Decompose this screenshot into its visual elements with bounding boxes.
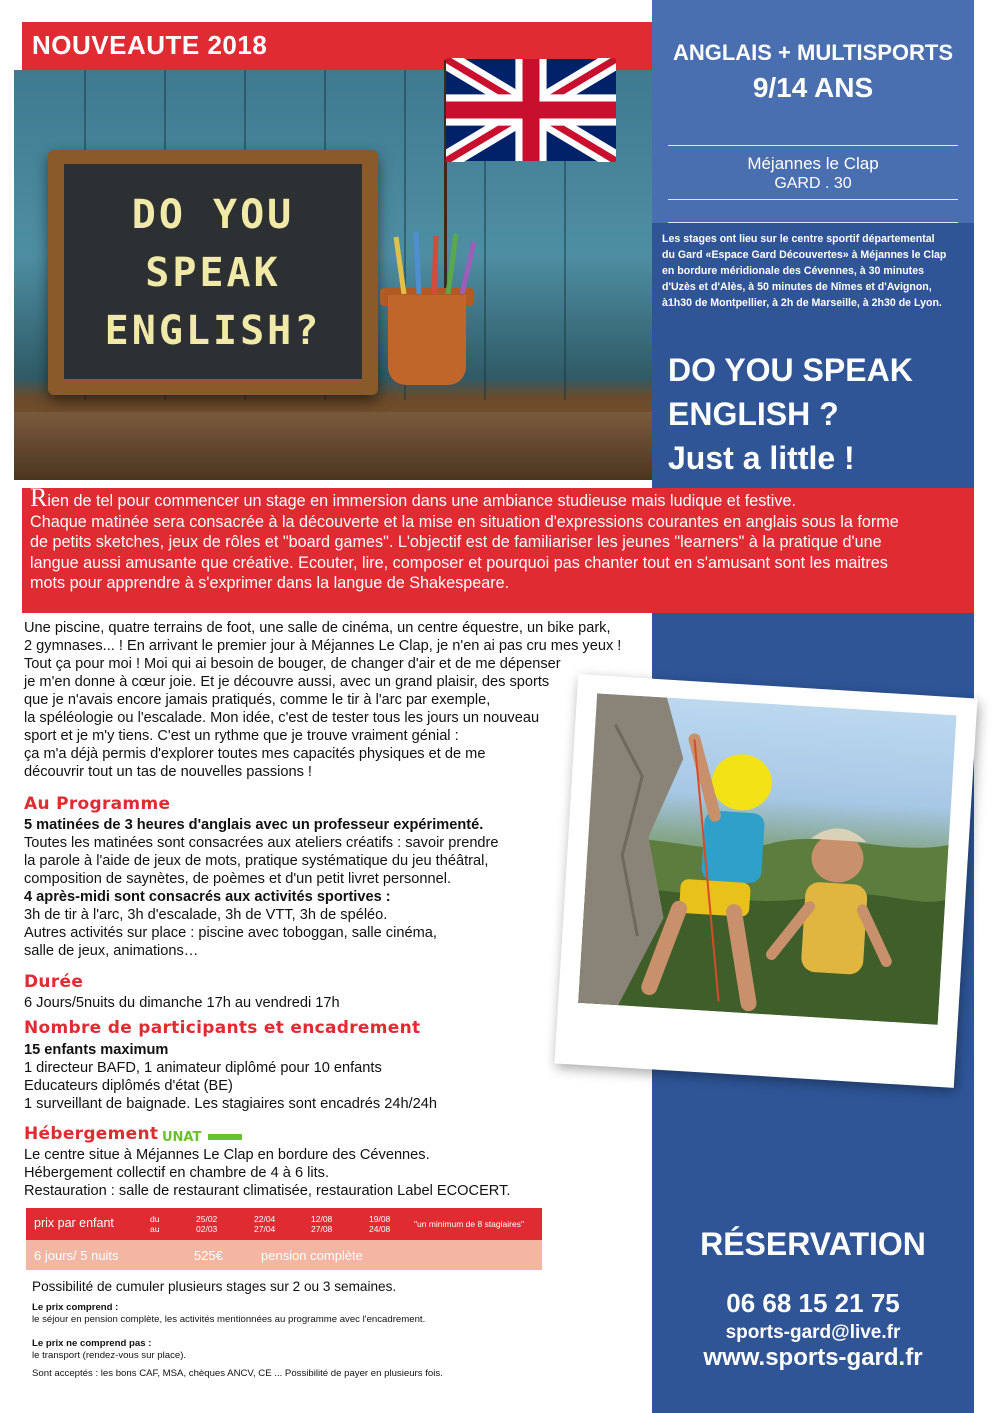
divider [668, 145, 958, 146]
stay-length: 6 jours/ 5 nuits [34, 1248, 119, 1263]
participants-heading: Nombre de participants et encadrement [24, 1018, 421, 1038]
unat-logo-bar [208, 1134, 242, 1140]
price-table-au: au [150, 1224, 160, 1234]
question-line: ENGLISH ? [668, 396, 839, 432]
programme-highlight: 5 matinées de 3 heures d'anglais avec un professeur expérimenté. [24, 817, 484, 833]
testimony-line: ça m'a déjà permis d'explorer toutes mes capacités physiques et de me [24, 746, 486, 762]
payment-note: Sont acceptés : les bons CAF, MSA, chèques ANCV, CE ... Possibilité de payer en plusieurs fois. [32, 1368, 443, 1379]
testimony-line: Tout ça pour moi ! Moi qui ai besoin de bouger, de changer d'air et de me dépenser [24, 656, 561, 672]
excludes-title: Le prix ne comprend pas : [32, 1338, 152, 1349]
price-table-label: prix par enfant [34, 1216, 114, 1230]
testimony-line: Une piscine, quatre terrains de foot, une salle de cinéma, un centre équestre, un bike park, [24, 620, 611, 636]
pencil-pot [388, 295, 466, 385]
stay-board: pension complète [261, 1248, 363, 1263]
stay-price: 525€ [194, 1248, 223, 1263]
programme-heading: Au Programme [24, 794, 171, 814]
location-town: Méjannes le Clap [747, 154, 879, 173]
testimony-line: sport et je m'y tiens. C'est un rythme que je trouve vraiment génial : [24, 728, 459, 744]
testimony-line: 2 gymnases... ! En arrivant le premier jour à Méjannes Le Clap, je n'en ai pas cru mes yeux ! [24, 638, 622, 654]
chalk-line: SPEAK [145, 250, 281, 296]
participants-line: 1 surveillant de baignade. Les stagiaires sont encadrés 24h/24h [24, 1096, 437, 1112]
chalk-line: ENGLISH? [104, 308, 322, 354]
hebergement-line: Restauration : salle de restaurant climatisée, restauration Label ECOCERT. [24, 1183, 511, 1199]
testimony-line: découvrir tout un tas de nouvelles passions ! [24, 764, 312, 780]
wooden-table [14, 412, 652, 480]
programme-line: Autres activités sur place : piscine avec toboggan, salle cinéma, [24, 925, 437, 941]
participants-line: 1 directeur BAFD, 1 animateur diplômé pour 10 enfants [24, 1060, 382, 1076]
description-line: du Gard «Espace Gard Découvertes» à Méjannes le Clap [662, 249, 947, 261]
duree-text: 6 Jours/5nuits du dimanche 17h au vendredi 17h [24, 995, 340, 1011]
unat-logo [162, 1128, 242, 1144]
description-line: en bordure méridionale des Cévennes, à 30 minutes [662, 265, 924, 277]
hebergement-line: Hébergement collectif en chambre de 4 à 6 lits. [24, 1165, 330, 1181]
hebergement-line: Le centre situe à Méjannes Le Clap en bordure des Cévennes. [24, 1147, 430, 1163]
chalk-line: DO YOU [131, 192, 295, 238]
price-table-row [26, 1240, 542, 1270]
minimum-note: "un minimum de 8 stagiaires" [414, 1219, 524, 1229]
includes-text: le séjour en pension complète, les activités mentionnées au programme avec l'encadrement. [32, 1314, 426, 1325]
reservation-phone[interactable]: 06 68 15 21 75 [726, 1288, 900, 1318]
participants-max: 15 enfants maximum [24, 1042, 169, 1058]
description-line: Les stages ont lieu sur le centre sportif départemental [662, 233, 935, 245]
divider [668, 199, 958, 200]
location-department: GARD . 30 [774, 175, 852, 192]
reservation-email[interactable]: sports-gard@live.fr [725, 1322, 901, 1343]
date-from: 25/02 [196, 1214, 218, 1224]
reservation-title: RÉSERVATION [700, 1226, 926, 1262]
question-line: DO YOU SPEAK [668, 352, 913, 388]
duree-heading: Durée [24, 972, 84, 992]
intro-line: langue aussi amusante que créative. Ecouter, lire, composer et pourquoi pas chanter tout en s'amusant sont les maitres [30, 553, 888, 572]
date-to: 27/08 [311, 1224, 333, 1234]
price-table-du: du [150, 1214, 160, 1224]
intro-paragraph [30, 483, 960, 594]
uk-flag-icon [446, 58, 616, 162]
intro-line: mots pour apprendre à s'exprimer dans la langue de Shakespeare. [30, 574, 510, 592]
climbing-photo [554, 674, 977, 1088]
program-title: ANGLAIS + MULTISPORTS [672, 40, 954, 65]
programme-line: 3h de tir à l'arc, 3h d'escalade, 3h de VTT, 3h de spéléo. [24, 907, 388, 923]
date-to: 27/04 [254, 1224, 276, 1234]
dropcap: R [30, 483, 48, 512]
divider [668, 222, 958, 223]
chalkboard [48, 150, 378, 395]
date-to: 02/03 [196, 1224, 218, 1234]
date-from: 12/08 [311, 1214, 333, 1224]
age-range: 9/14 ANS [752, 72, 874, 103]
testimony-line: que je n'avais encore jamais pratiqués, comme le tir à l'arc par exemple, [24, 692, 491, 708]
banner-label: NOUVEAUTE 2018 [32, 30, 268, 60]
programme-line: salle de jeux, animations… [24, 943, 199, 959]
includes-title: Le prix comprend : [32, 1302, 119, 1313]
excludes-text: le transport (rendez-vous sur place). [32, 1350, 187, 1361]
cumul-note: Possibilité de cumuler plusieurs stages sur 2 ou 3 semaines. [32, 1279, 397, 1294]
question-line: Just a little ! [668, 440, 855, 476]
programme-highlight: 4 après-midi sont consacrés aux activités sportives : [24, 889, 391, 905]
description-line: à1h30 de Montpellier, à 2h de Marseille, à 2h30 de Lyon. [662, 297, 942, 309]
intro-line: ien de tel pour commencer un stage en immersion dans une ambiance studieuse mais ludique et festive. [47, 492, 796, 510]
programme-line: composition de saynètes, de poèmes et d'un petit livret personnel. [24, 871, 452, 887]
programme-line: la parole à l'aide de jeux de mots, pratique systématique du jeu théâtral, [24, 853, 489, 869]
intro-line: de petits sketches, jeux de rôles et "board games". L'objectif est de familiariser les jeunes "learners" à la pratique d'une [30, 533, 882, 551]
pencils-icon [384, 232, 484, 294]
date-from: 22/04 [254, 1214, 276, 1224]
climbers-illustration [578, 693, 956, 1024]
intro-line: Chaque matinée sera consacrée à la découverte et la mise en situation d'expressions courantes en anglais sous la forme [30, 512, 899, 531]
unat-logo-text: UNAT [162, 1130, 202, 1145]
reservation-website[interactable]: www.sports-gard.fr [703, 1344, 923, 1371]
price-table-header [26, 1208, 542, 1240]
date-from: 19/08 [369, 1214, 391, 1224]
participants-line: Educateurs diplômés d'état (BE) [24, 1078, 233, 1094]
description-line: d'Uzès et d'Alès, à 50 minutes de Nîmes et d'Avignon, [662, 281, 932, 293]
testimony-line: la spéléologie ou l'escalade. Mon idée, c'est de tester tous les jours un nouveau [24, 710, 540, 726]
programme-line: Toutes les matinées sont consacrées aux ateliers créatifs : savoir prendre [24, 835, 499, 851]
testimony-line: je m'en donne à cœur joie. Et je découvre aussi, avec un grand plaisir, des sports [24, 674, 550, 690]
date-to: 24/08 [369, 1224, 391, 1234]
hebergement-heading: Hébergement [24, 1124, 159, 1144]
location-description [662, 231, 968, 311]
